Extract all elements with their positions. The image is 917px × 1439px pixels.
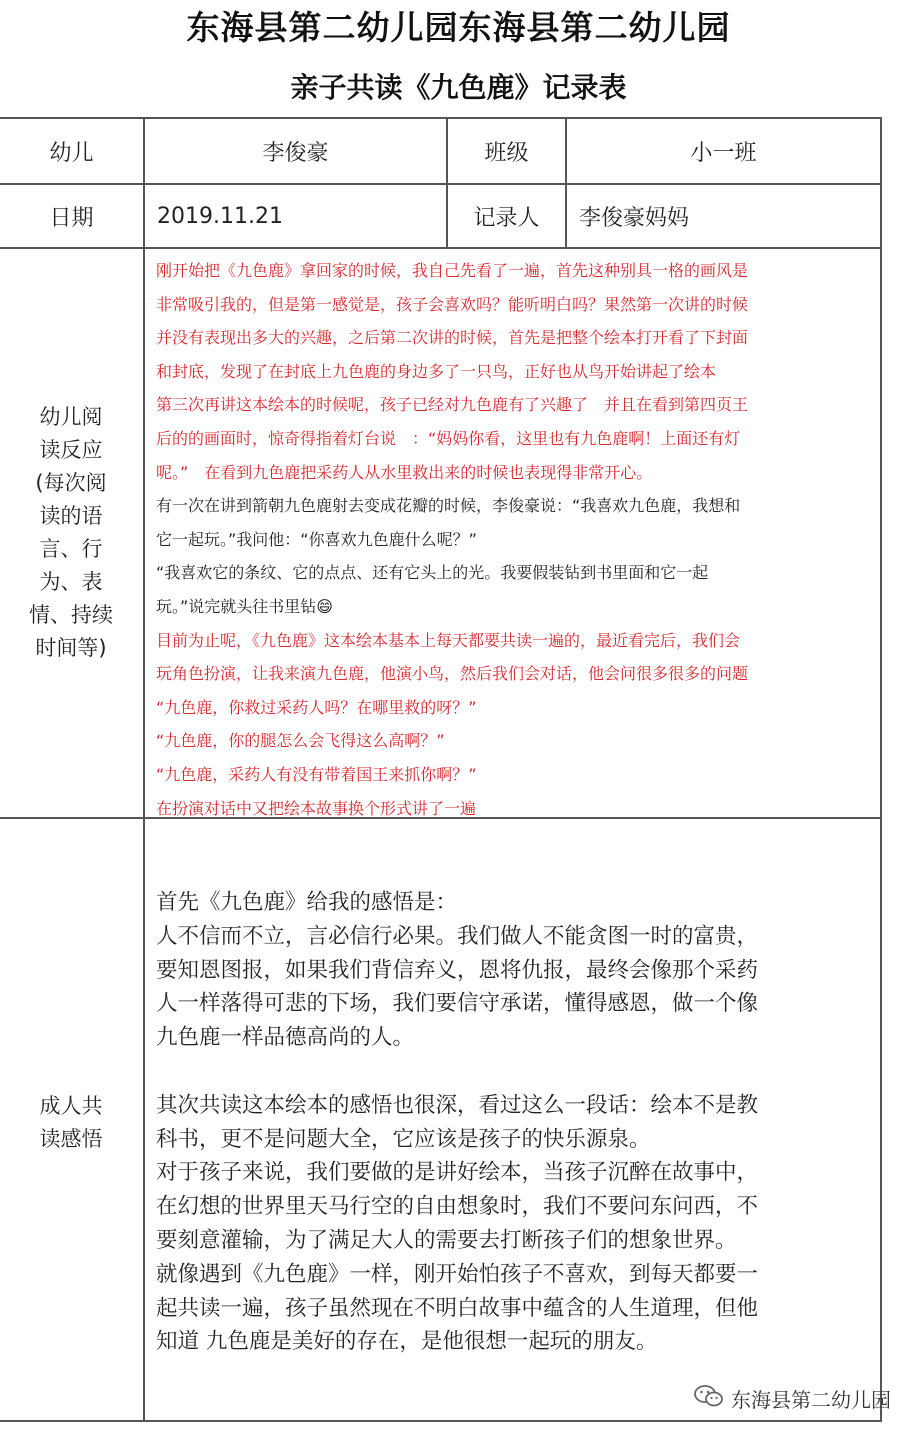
text-line: 首先《九色鹿》给我的感悟是： [156, 890, 458, 915]
table-border-right [880, 117, 882, 1422]
recorder-label: 记录人 [473, 205, 540, 231]
text-line: 九色鹿一样品德高尚的人。 [156, 1025, 415, 1051]
text-line: “我喜欢它的条纹、它的点点、还有它头上的光。我要假装钻到书里面和它一起 [156, 563, 709, 583]
label-line: 读反应 [39, 438, 103, 462]
text-line: 在扮演对话中又把绘本故事换个形式讲了一遍 [156, 798, 477, 818]
text-line: 起共读一遍，孩子虽然现在不明白故事中蕴含的人生道理，但他 [156, 1295, 759, 1321]
label-line: 幼儿阅 [39, 405, 103, 429]
text-line: 玩角色扮演，让我来演九色鹿，他演小鸟，然后我们会对话，他会问很多很多的问题 [156, 664, 749, 684]
text-line: 并没有表现出多大的兴趣，之后第二次讲的时候，首先是把整个绘本打开看了下封面 [156, 328, 749, 348]
text-line: 要刻意灌输，为了满足大人的需要去打断孩子们的想象世界。 [156, 1227, 737, 1253]
child-label: 幼儿 [49, 140, 94, 166]
text-line: 目前为止呢，《九色鹿》这本绘本基本上每天都要共读一遍的，最近看完后，我们会 [156, 630, 741, 650]
child-name: 李俊豪 [262, 140, 329, 166]
text-line: 人一样落得可悲的下场，我们要信守承诺，懂得感恩，做一个像 [156, 991, 759, 1017]
label-line: (每次阅 [35, 471, 107, 495]
text-line: 玩。”说完就头往书里钻😄 [156, 596, 333, 616]
wechat-icon [693, 1383, 731, 1414]
label-line: 时间等) [35, 636, 107, 660]
label-line: 情、持续 [29, 603, 113, 627]
label-line: 为、表 [39, 570, 103, 594]
text-line: “九色鹿，你救过采药人吗？在哪里救的呀？” [156, 697, 477, 717]
text-line: 知道 九色鹿是美好的存在，是他很想一起玩的朋友。 [156, 1329, 658, 1355]
recorder-value: 李俊豪妈妈 [579, 205, 690, 231]
page-title: 东海县第二幼儿园东海县第二幼儿园 [186, 8, 731, 47]
text-line: 人不信而不立，言必信行必果。我们做人不能贪图一时的富贵， [156, 923, 759, 949]
reaction-label [6, 401, 136, 665]
table-border-bottom [0, 1420, 882, 1422]
text-line: 刚开始把《九色鹿》拿回家的时候，我自己先看了一遍，首先这种别具一格的画风是 [156, 261, 749, 280]
account-watermark [693, 1383, 891, 1414]
row-divider [0, 247, 882, 249]
text-line: 呢。” 在看到九色鹿把采药人从水里救出来的时候也表现得非常开心。 [156, 462, 653, 482]
blank-line [156, 1055, 876, 1089]
text-line: 非常吸引我的，但是第一感觉是，孩子会喜欢吗？能听明白吗？果然第一次讲的时候 [156, 294, 749, 314]
text-line: 科书，更不是问题大全，它应该是孩子的快乐源泉。 [156, 1126, 651, 1152]
text-line: 后的的画面时，惊奇得指着灯台说 ：“妈妈你看，这里也有九色鹿啊！上面还有灯 [156, 428, 741, 448]
form-title: 亲子共读《九色鹿》记录表 [290, 71, 627, 104]
text-line: 和封底，发现了在封底上九色鹿的身边多了一只鸟，正好也从鸟开始讲起了绘本 [156, 361, 717, 381]
text-line: “九色鹿，你的腿怎么会飞得这么高啊？” [156, 731, 445, 751]
class-label: 班级 [484, 140, 529, 166]
text-line: 第三次再讲这本绘本的时候呢，孩子已经对九色鹿有了兴趣了 并且在看到第四页王 [156, 395, 749, 415]
column-divider [143, 117, 145, 1422]
feeling-text [156, 886, 876, 1359]
text-line: 要知恩图报，如果我们背信弃义，恩将仇报，最终会像那个采药 [156, 957, 759, 983]
label-line: 成人共 [39, 1094, 103, 1118]
date-label: 日期 [49, 205, 94, 231]
text-line: 其次共读这本绘本的感悟也很深，看过这么一段话：绘本不是教 [156, 1092, 759, 1118]
text-line: 它一起玩。”我问他：“你喜欢九色鹿什么呢？” [156, 529, 477, 549]
text-line: “九色鹿，采药人有没有带着国王来抓你啊？” [156, 764, 477, 784]
text-line: 对于孩子来说，我们要做的是讲好绘本，当孩子沉醉在故事中， [156, 1160, 759, 1186]
date-value: 2019.11.21 [157, 203, 283, 229]
label-line: 读感悟 [39, 1127, 103, 1151]
watermark-text: 东海县第二幼儿园 [731, 1388, 891, 1412]
class-value: 小一班 [690, 140, 757, 166]
label-line: 读的语 [39, 504, 103, 528]
label-line: 言、行 [39, 537, 103, 561]
text-line: 有一次在讲到箭朝九色鹿射去变成花瓣的时候，李俊豪说：“我喜欢九色鹿，我想和 [156, 496, 741, 516]
feeling-label [6, 1090, 136, 1156]
reaction-text [156, 254, 876, 825]
text-line: 在幻想的世界里天马行空的自由想象时，我们不要问东问西，不 [156, 1194, 759, 1220]
text-line: 就像遇到《九色鹿》一样，刚开始怕孩子不喜欢，到每天都要一 [156, 1261, 759, 1287]
